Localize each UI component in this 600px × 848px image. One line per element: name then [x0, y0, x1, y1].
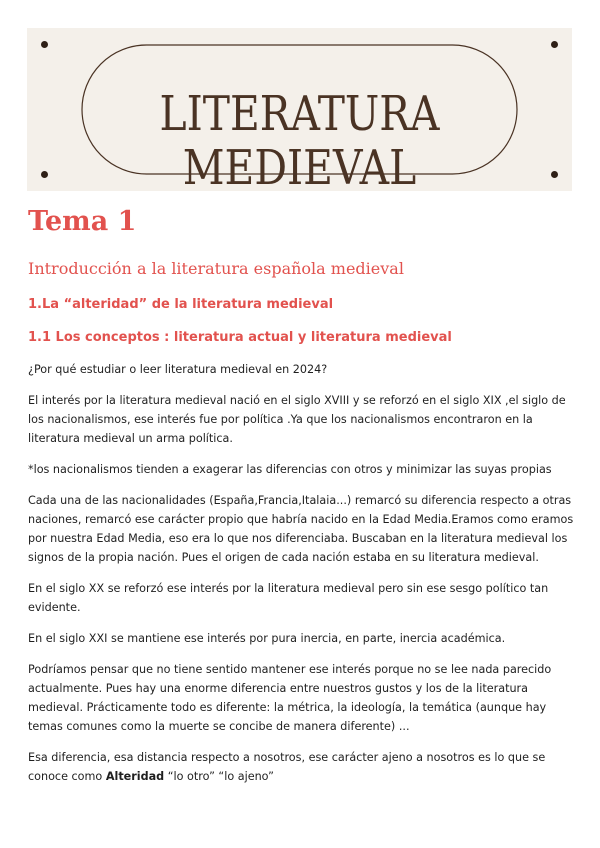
corner-dot [41, 171, 48, 178]
banner-title-line2: MEDIEVAL [182, 140, 417, 196]
paragraph-text: Esa diferencia, esa distancia respecto a nosotros, ese carácter ajeno a nosotros es lo que se conoce como [28, 751, 546, 783]
paragraph: En el siglo XX se reforzó ese interés por la literatura medieval pero sin ese sesgo político tan evidente. [28, 582, 549, 614]
section-heading: 1.La “alteridad” de la literatura medieval [28, 297, 334, 312]
title-banner [27, 28, 572, 196]
paragraph: ¿Por qué estudiar o leer literatura medieval en 2024? [28, 363, 328, 376]
paragraph: *los nacionalismos tienden a exagerar las diferencias con otros y minimizar las suyas propias [28, 463, 552, 476]
paragraph: Podríamos pensar que no tiene sentido mantener ese interés porque no se lee nada parecido actualmente. Pues hay una enorme diferencia entre nuestros gustos y los de la literatura medieval. Prácticamente todo es diferente: la métrica, la ideología, la temática (aunque hay temas comunes como la muerte se concibe de manera diferente) ... [28, 663, 552, 733]
corner-dot [551, 171, 558, 178]
paragraph-text: “lo otro” “lo ajeno” [164, 770, 274, 783]
page-title: Tema 1 [28, 206, 137, 237]
banner-title-line1: LITERATURA [159, 86, 440, 142]
corner-dot [551, 41, 558, 48]
paragraph: El interés por la literatura medieval nació en el siglo XVIII y se reforzó en el siglo XIX ,el siglo de los nacionalismos, ese interés fue por política .Ya que los nacionalismos encontraron en la literatura medieval un arma política. [28, 394, 566, 445]
intro-heading: Introducción a la literatura española medieval [28, 259, 404, 278]
body-text [28, 360, 576, 798]
corner-dot [41, 41, 48, 48]
subsection-heading: 1.1 Los conceptos : literatura actual y literatura medieval [28, 330, 452, 345]
paragraph [28, 748, 576, 786]
paragraph: En el siglo XXI se mantiene ese interés por pura inercia, en parte, inercia académica. [28, 632, 506, 645]
alteridad-term: Alteridad [105, 770, 165, 783]
paragraph: Cada una de las nacionalidades (España,Francia,Italaia...) remarcó su diferencia respecto a otras naciones, remarcó ese carácter propio que habría nacido en la Edad Media.Eramos como eramos por nuestra Edad Media, eso era lo que nos diferenciaba. Buscaban en la literatura medieval los signos de la propia nación. Pues el origen de cada nación estaba en su literatura medieval. [28, 494, 574, 564]
